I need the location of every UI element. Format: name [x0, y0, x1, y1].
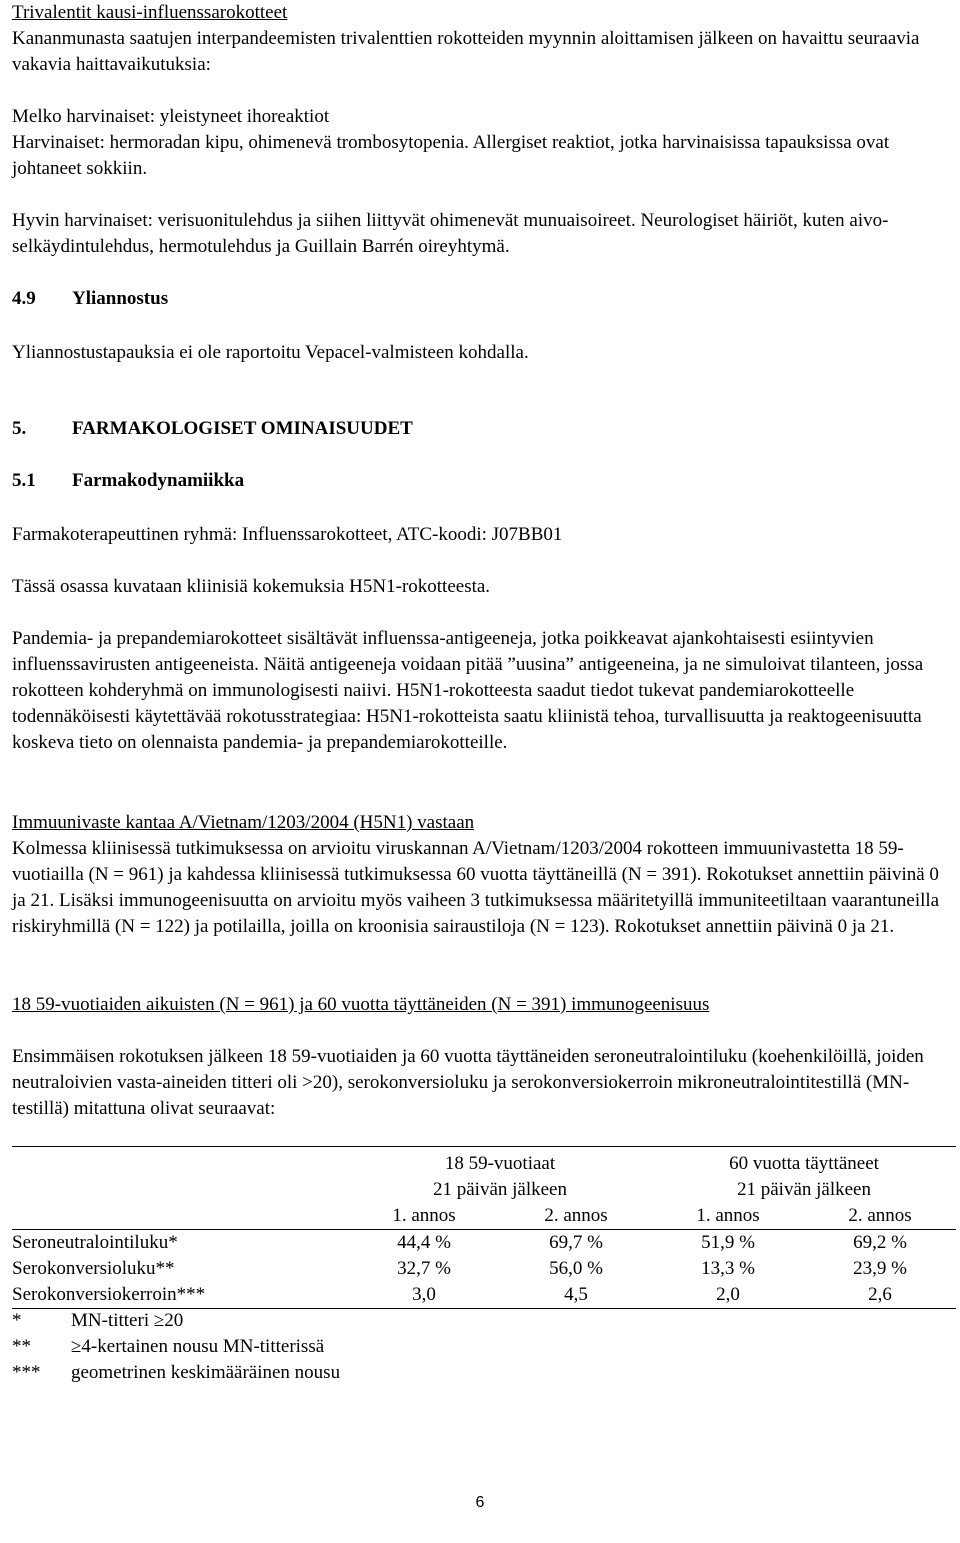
footnote-text: geometrinen keskimääräinen nousu — [71, 1362, 341, 1383]
dose-header: 2. annos — [500, 1203, 652, 1230]
table-cell: 51,9 % — [701, 1232, 755, 1253]
side-effects-heading: Trivalentit kausi-influenssarokotteet — [12, 2, 288, 23]
atc-code-text: Farmakoterapeuttinen ryhmä: Influenssarokotteet, ATC-koodi: J07BB01 — [12, 524, 563, 545]
dose-header: 2. annos — [804, 1203, 956, 1230]
section-number: 4.9 — [12, 288, 36, 309]
overdose-text: Yliannostustapauksia ei ole raportoitu Vepacel-valmisteen kohdalla. — [12, 342, 529, 363]
footnote-text: MN-titteri ≥20 — [71, 1310, 184, 1331]
uncommon-effects: Melko harvinaiset: yleistyneet ihoreaktiot — [12, 106, 330, 127]
section-title: Farmakodynamiikka — [72, 470, 245, 491]
footnote-mark: *** — [12, 1362, 41, 1383]
section-5-heading — [12, 416, 948, 442]
table-cell: 69,7 % — [549, 1232, 603, 1253]
rare-effects: Harvinaiset: hermoradan kipu, ohimenevä trombosytopenia. Allergiset reaktiot, jotka harvinaisissa tapauksissa ovat johtaneet sokkiin. — [12, 132, 890, 179]
table-cell: 4,5 — [500, 1282, 652, 1309]
table-row — [12, 1230, 956, 1257]
very-rare-effects: Hyvin harvinaiset: verisuonitulehdus ja siihen liittyvät ohimenevät munuaisoireet. Neurologiset häiriöt, kuten aivo-selkäydintulehdus, hermotulehdus ja Guillain Barrén oireyhtymä. — [12, 210, 889, 257]
table-cell: 69,2 % — [853, 1232, 907, 1253]
pandemic-vaccine-text: Pandemia- ja prepandemiarokotteet sisältävät influenssa-antigeeneja, jotka poikkeavat ajankohtaisesti esiintyvien influenssavirusten antigeeneista. Näitä antigeeneja voidaan pitää ”uusina” antigeeneina, ja ne simuloivat tilanteen, jossa rokotteen kohderyhmä on immunologisesti naiivi. H5N1-rokotteesta saadut tiedot tukevat pandemiarokotteelle todennäköisesti käytettävää rokotusstrategiaa: H5N1-rokotteista saatu kliinistä tehoa, turvallisuutta ja reaktogeenisuutta koskeva tieto on olennaista pandemia- ja prepandemiarokotteille. — [12, 628, 924, 753]
immunogenicity-table — [12, 1146, 956, 1309]
group-header-60-plus: 60 vuotta täyttäneet — [652, 1147, 956, 1178]
table-cell: 2,0 — [652, 1282, 804, 1309]
section-title: FARMAKOLOGISET OMINAISUUDET — [72, 418, 413, 439]
row-label: Seroneutralointiluku* — [12, 1232, 178, 1253]
row-label: Serokonversioluku** — [12, 1258, 175, 1279]
immune-response-text: Kolmessa kliinisessä tutkimuksessa on arvioitu viruskannan A/Vietnam/1203/2004 rokotteen immuunivastetta 18 59-vuotiailla (N = 961) ja kahdessa kliinisessä tutkimuksessa 60 vuotta täyttäneillä (N = 391). Rokotukset annettiin päivinä 0 ja 21. Lisäksi immunogeenisuutta on arvioitu myös vaiheen 3 tutkimuksessa määritetyillä immuniteetiltaan vaarantuneilla riskiryhmillä (N = 122) ja potilailla, joilla on kroonisia sairaustiloja (N = 123). Rokotukset annettiin päivinä 0 ja 21. — [12, 838, 940, 937]
section-number: 5. — [12, 418, 27, 439]
table-cell: 44,4 % — [397, 1232, 451, 1253]
timing-header: 21 päivän jälkeen — [736, 1179, 871, 1200]
timing-header: 21 päivän jälkeen — [432, 1179, 567, 1200]
section-number: 5.1 — [12, 470, 36, 491]
table-cell: 3,0 — [348, 1282, 500, 1309]
row-label: Serokonversiokerroin*** — [12, 1282, 348, 1309]
footnote — [12, 1360, 612, 1386]
table-cell: 32,7 % — [397, 1258, 451, 1279]
dose-header: 1. annos — [348, 1203, 500, 1230]
table-row — [12, 1256, 956, 1282]
footnote-mark: ** — [12, 1336, 31, 1357]
table-timing-row — [12, 1177, 956, 1203]
table-cell: 2,6 — [804, 1282, 956, 1309]
table-row — [12, 1282, 956, 1309]
footnote-mark: * — [12, 1310, 22, 1331]
table-cell: 13,3 % — [701, 1258, 755, 1279]
table-footnotes — [12, 1308, 612, 1386]
dose-header: 1. annos — [652, 1203, 804, 1230]
group-header-18-59: 18 59-vuotiaat — [348, 1147, 652, 1178]
table-cell: 56,0 % — [549, 1258, 603, 1279]
clinical-experience-text: Tässä osassa kuvataan kliinisiä kokemuksia H5N1-rokotteesta. — [12, 576, 491, 597]
table-cell: 23,9 % — [853, 1258, 907, 1279]
footnote — [12, 1308, 612, 1334]
section-5-1-heading — [12, 468, 948, 494]
immunogenicity-intro: Ensimmäisen rokotuksen jälkeen 18 59-vuotiaiden ja 60 vuotta täyttäneiden seroneutralointiluku (koehenkilöillä, joiden neutraloivien vasta-aineiden titteri oli >20), serokonversioluku ja serokonversiokerroin mikroneutralointitestillä (MN-testillä) mitattuna olivat seuraavat: — [12, 1046, 924, 1119]
immune-response-heading: Immuunivaste kantaa A/Vietnam/1203/2004 (H5N1) vastaan — [12, 812, 475, 833]
footnote — [12, 1334, 612, 1360]
table-group-row — [12, 1147, 956, 1178]
footnote-text: ≥4-kertainen nousu MN-titterissä — [71, 1336, 325, 1357]
section-4-9-heading — [12, 286, 948, 312]
side-effects-intro: Kananmunasta saatujen interpandeemisten trivalenttien rokotteiden myynnin aloittamisen jälkeen on havaittu seuraavia vakavia haittavaikutuksia: — [12, 28, 920, 75]
section-title: Yliannostus — [72, 288, 169, 309]
immunogenicity-heading: 18 59-vuotiaiden aikuisten (N = 961) ja 60 vuotta täyttäneiden (N = 391) immunogeenisuus — [12, 994, 710, 1015]
page-number: 6 — [475, 1494, 485, 1511]
table-dose-row — [12, 1203, 956, 1230]
